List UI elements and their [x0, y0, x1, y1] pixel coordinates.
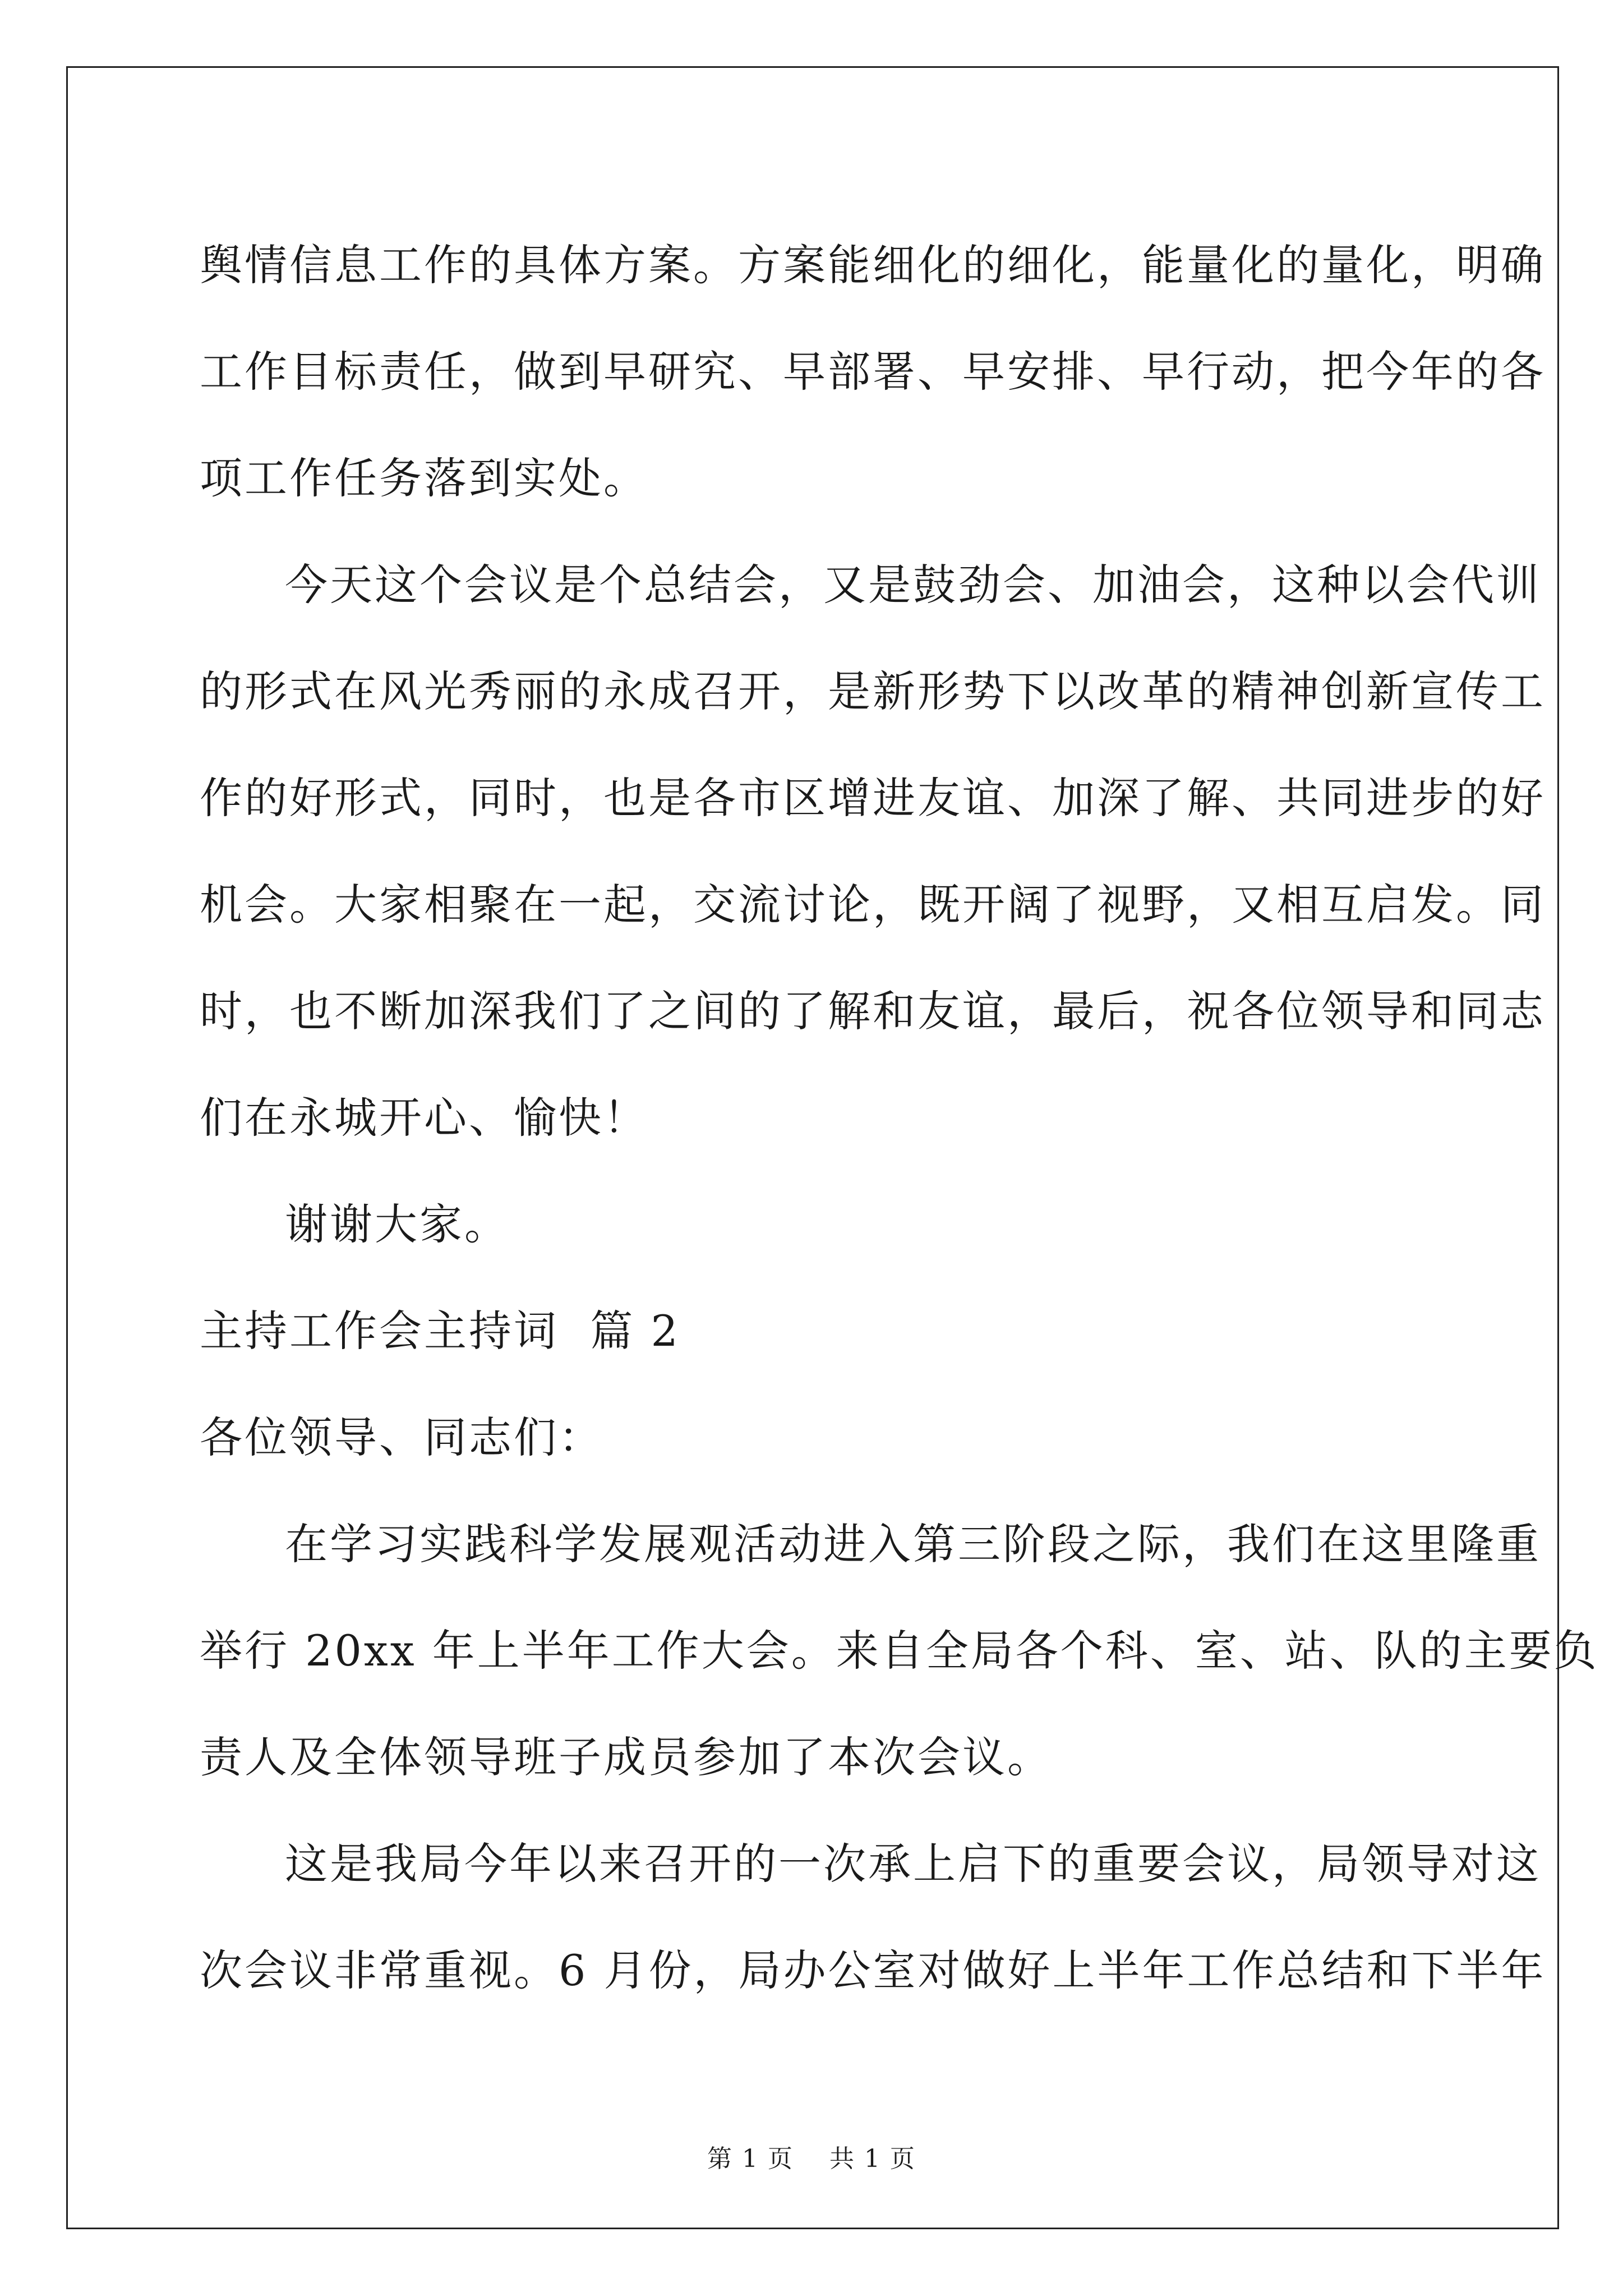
closing-thanks: 谢谢大家。 — [285, 1199, 509, 1249]
paragraph-first-line: 这是我局今年以来召开的一次承上启下的重要会议，局领导对这 — [285, 1839, 1541, 1889]
text-line: 举行 20xx 年上半年工作大会。来自全局各个科、室、站、队的主要负 — [200, 1626, 1599, 1676]
text-line: 舆情信息工作的具体方案。方案能细化的细化，能量化的量化，明确 — [200, 240, 1546, 290]
text-line: 们在永城开心、愉快！ — [200, 1093, 648, 1143]
text-line: 次会议非常重视。6 月份，局办公室对做好上半年工作总结和下半年 — [200, 1945, 1546, 1995]
text-line: 机会。大家相聚在一起，交流讨论，既开阔了视野，又相互启发。同 — [200, 880, 1546, 930]
paragraph-first-line: 在学习实践科学发展观活动进入第三阶段之际，我们在这里隆重 — [285, 1519, 1541, 1569]
page-footer: 第 1 页 共 1 页 — [707, 2145, 916, 2173]
text-line: 作的好形式，同时，也是各市区增进友谊、加深了解、共同进步的好 — [200, 773, 1546, 823]
document-body — [200, 212, 1599, 2024]
text-line: 时，也不断加深我们了之间的了解和友谊，最后，祝各位领导和同志 — [200, 986, 1546, 1036]
text-line: 项工作任务落到实处。 — [200, 453, 648, 503]
paragraph-first-line: 今天这个会议是个总结会，又是鼓劲会、加油会，这种以会代训 — [285, 560, 1541, 610]
section-heading: 主持工作会主持词 篇 2 — [200, 1306, 680, 1356]
text-line: 工作目标责任，做到早研究、早部署、早安排、早行动，把今年的各 — [200, 347, 1546, 397]
text-line: 的形式在风光秀丽的永成召开，是新形势下以改革的精神创新宣传工 — [200, 666, 1546, 716]
text-line: 责人及全体领导班子成员参加了本次会议。 — [200, 1732, 1052, 1782]
salutation: 各位领导、同志们： — [200, 1412, 603, 1462]
